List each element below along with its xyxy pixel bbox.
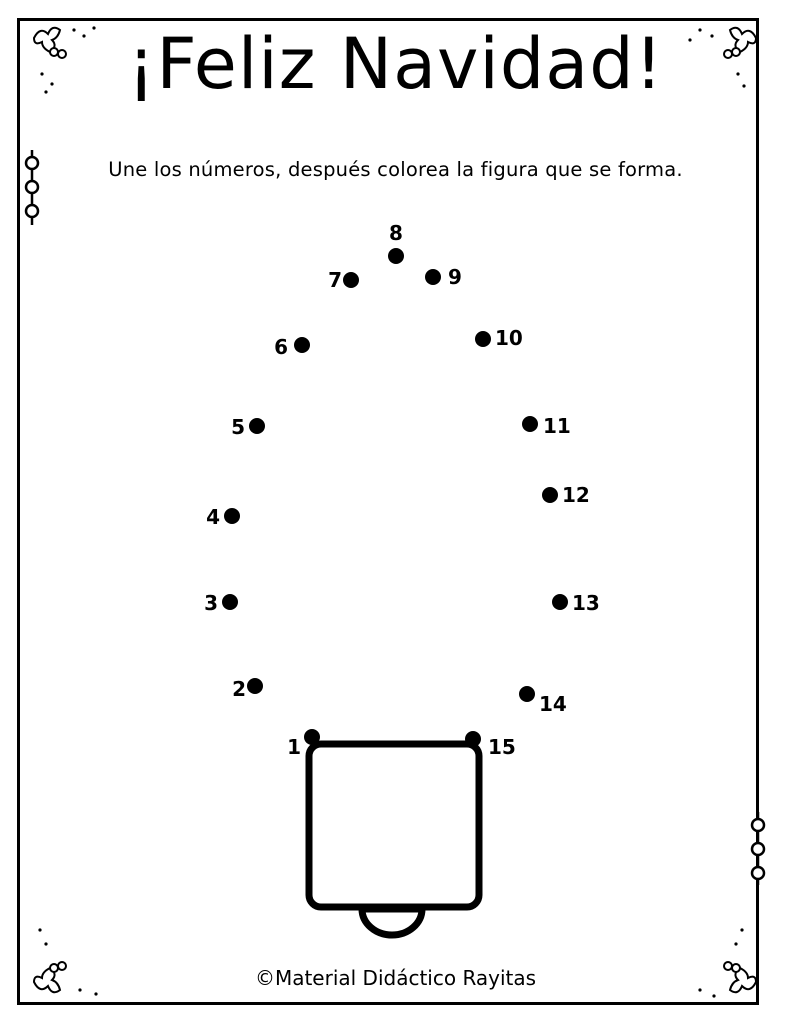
dot-14 [519,686,535,702]
dot-label-6: 6 [274,335,288,359]
dot-label-2: 2 [232,677,246,701]
dot-12 [542,487,558,503]
dot-label-10: 10 [495,326,523,350]
dot-4 [224,508,240,524]
dot-label-1: 1 [287,735,301,759]
page-title: ¡Feliz Navidad! [127,23,664,105]
dot-1 [304,729,320,745]
dot-label-3: 3 [204,591,218,615]
dot-7 [343,272,359,288]
dot-label-13: 13 [572,591,600,615]
dot-5 [249,418,265,434]
dot-label-15: 15 [488,735,516,759]
holly-icon [724,28,756,58]
holly-icon [34,28,66,58]
dot-11 [522,416,538,432]
instructions-text: Une los números, después colorea la figura que se forma. [108,158,683,181]
dot-label-7: 7 [328,268,342,292]
bead-string-icon [26,150,38,225]
dot-13 [552,594,568,610]
dot-label-9: 9 [448,265,462,289]
copyright-credit: ©Material Didáctico Rayitas [254,966,537,990]
dot-label-11: 11 [543,414,571,438]
dot-6 [294,337,310,353]
dot-label-12: 12 [562,483,590,507]
dot-15 [465,731,481,747]
dot-10 [475,331,491,347]
dot-label-4: 4 [206,505,220,529]
dot-label-5: 5 [231,415,245,439]
bead-string-icon [752,812,764,885]
tree-trunk-shape [309,744,479,935]
dot-2 [247,678,263,694]
dot-3 [222,594,238,610]
dot-8 [388,248,404,264]
snow-dots-decoration [38,26,745,997]
dot-label-14: 14 [539,692,567,716]
dot-label-8: 8 [389,221,403,245]
dot-9 [425,269,441,285]
